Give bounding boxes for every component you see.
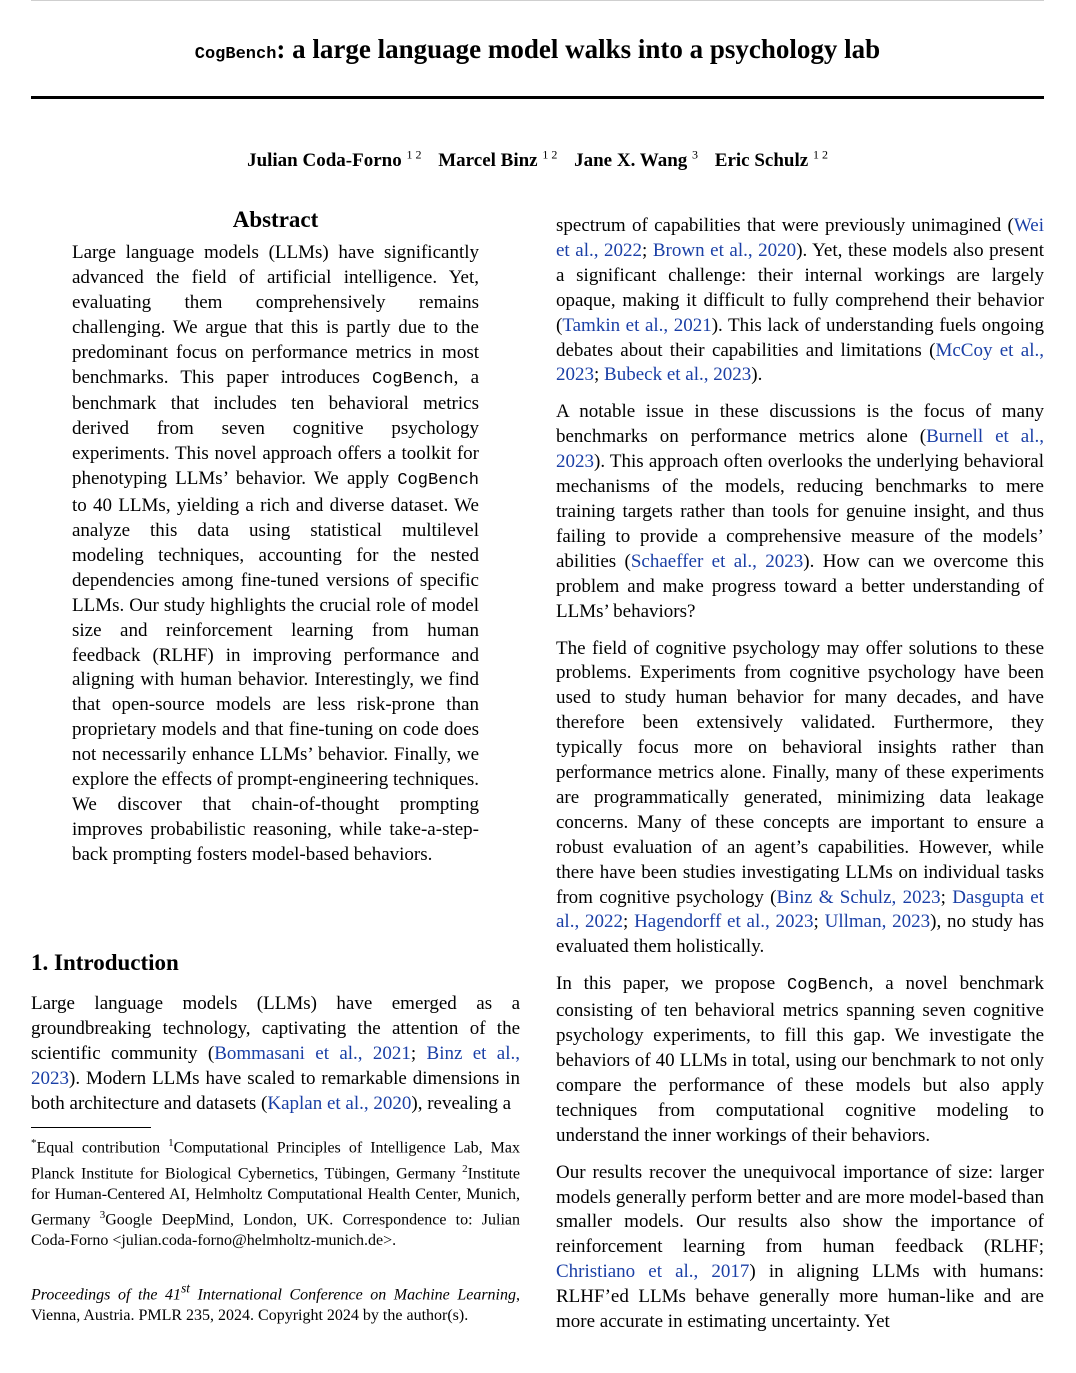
abstract-body (72, 241, 479, 868)
benchmark-name: CogBench (787, 976, 869, 996)
footnote-text: Computational Principles of Intelligence Lab, Max Planck Institute for Biological Cybernetics, Tübingen, Germany (31, 1139, 520, 1183)
author-list (31, 141, 1044, 175)
body-text: Our results recover the unequivocal importance of size: larger models generally perform better and are more model-based than smaller models. Our results also show the importance of reinforcement learning from human feedback (RLHF; (556, 1161, 1044, 1258)
citation-link[interactable]: Wei et al., 2022 (556, 215, 1044, 261)
paper-title (31, 32, 1044, 72)
footnote-marker: 3 (99, 1209, 106, 1222)
proceedings-text: , Vienna, Austria. PMLR 235, 2024. Copyright 2024 by the author(s). (31, 1286, 520, 1324)
proceedings-venue: International Conference on Machine Learning (189, 1286, 516, 1304)
body-text: ; (813, 911, 825, 933)
author-affiliation: 1 2 (542, 148, 558, 162)
body-text: ). (751, 364, 763, 386)
footnote-marker: 1 (168, 1137, 174, 1149)
footnote-text: Institute for Human-Centered AI, Helmholtz Computational Health Center, Munich, Germany (31, 1165, 520, 1229)
abstract-benchmark-name: CogBench (397, 471, 479, 491)
abstract-heading: Abstract (232, 207, 319, 232)
footnote-marker: 2 (462, 1162, 468, 1175)
citation-link[interactable]: Hagendorff et al., 2023 (634, 911, 814, 933)
body-text: A notable issue in these discussions is the focus of many benchmarks on performance metrics alone ( (556, 401, 1044, 448)
affiliations-footnote (31, 1133, 520, 1251)
citation-link[interactable]: Binz & Schulz, 2023 (776, 886, 941, 908)
body-text: spectrum of capabilities that were previously unimagined ( (556, 215, 1014, 236)
title-mono: CogBench (194, 45, 277, 64)
author-affiliation: 3 (692, 148, 699, 162)
body-text: The field of cognitive psychology may offer solutions to these problems. Experiments from cognitive psychology have been used to study human behavior for many decades, and have therefore been extensively validated. Furthermore, they typically focus more on behavioral insights rather than performance metrics alone. Finally, many of these experiments are programmatically generated, minimizing data leakage concerns. Many of these concepts are important to ensure a robust evaluation of an agent’s capabilities. However, while there have been studies investigating LLMs on individual tasks from cognitive psychology ( (556, 637, 1044, 908)
footnote-text: Google DeepMind, London, UK. Correspondence to: Julian Coda-Forno <julian.coda-forno@helmholtz-munich.de>. (31, 1211, 521, 1249)
body-text: ; (642, 239, 653, 261)
author-name: Marcel Binz (438, 150, 538, 172)
citation-link[interactable]: Tamkin et al., 2021 (562, 314, 712, 336)
abstract-benchmark-name: CogBench (372, 369, 454, 389)
citation-link[interactable]: Christiano et al., 2017 (556, 1261, 750, 1283)
citation-link[interactable]: Dasgupta et al., 2022 (556, 886, 1044, 933)
footnote-text: Equal contribution (36, 1139, 169, 1157)
author-affiliation: 1 2 (812, 148, 828, 162)
author (438, 150, 557, 171)
citation-link[interactable]: Binz et al., 2023 (31, 1042, 520, 1089)
author-affiliation: 1 2 (406, 148, 422, 162)
body-text: ; (940, 886, 953, 908)
section-heading-introduction: 1. Introduction (31, 950, 179, 975)
intro-paragraph-5 (556, 1161, 1044, 1335)
body-text: ). Modern LLMs have scaled to remarkable dimensions in both architecture and datasets ( (31, 1067, 520, 1114)
intro-paragraph-1-continued (556, 214, 1044, 388)
intro-paragraph-4 (556, 972, 1044, 1148)
author-name: Julian Coda-Forno (247, 150, 402, 172)
abstract-text: , a benchmark that includes ten behavioral metrics derived from seven cognitive psychology experiments. This novel approach offers a toolkit for phenotyping LLMs’ behavior. We apply (72, 366, 479, 490)
body-text: ). This approach often overlooks the underlying behavioral mechanisms of the models, reducing benchmarks to mere training targets rather than tools for genuine insight, and thus failing to provide a comprehensive measure of the models’ abilities ( (556, 451, 1044, 572)
citation-link[interactable]: Kaplan et al., 2020 (267, 1092, 412, 1114)
body-text: ), no study has evaluated them holistically. (556, 911, 1045, 958)
title-rest: : a large language model walks into a psychology lab (276, 34, 881, 64)
body-text: ). This lack of understanding fuels ongoing debates about their capabilities and limitations ( (556, 314, 1044, 361)
body-text: ). How can we overcome this problem and make progress toward a better understanding of LLMs’ behaviors? (556, 550, 1044, 622)
body-text: ; (594, 364, 605, 386)
title-rule (31, 96, 1044, 99)
citation-link[interactable]: Schaeffer et al., 2023 (630, 550, 804, 572)
citation-link[interactable]: Brown et al., 2020 (652, 239, 797, 261)
citation-link[interactable]: Ullman, 2023 (824, 911, 931, 933)
body-text: , a novel benchmark consisting of ten behavioral metrics spanning seven cognitive psychology experiments, to fill this gap. We investigate the behaviors of 40 LLMs in total, using our benchmark to not only compare the performance of these models but also apply techniques from computational cognitive modeling to understand the inner workings of their behaviors. (556, 973, 1044, 1146)
author-name: Eric Schulz (714, 150, 809, 172)
proceedings-note (31, 1279, 520, 1326)
body-text: ; (410, 1042, 427, 1064)
right-column (556, 214, 1044, 1347)
author (247, 150, 421, 171)
footnote-marker: * (31, 1137, 37, 1149)
abstract-text: to 40 LLMs, yielding a rich and diverse dataset. We analyze this data using statistical multilevel modeling techniques, accounting for the nested dependencies among fine-tuned versions of specific LLMs. Our study highlights the crucial role of model size and reinforcement learning from human feedback (RLHF) in improving performance and aligning with human behavior. Interestingly, we find that open-source models are less risk-prone than proprietary models and that fine-tuning on code does not necessarily enhance LLMs’ behavior. Finally, we explore the effects of prompt-engineering techniques. We discover that chain-of-thought prompting improves probabilistic reasoning, while take-a-step-back prompting fosters model-based behaviors. (72, 495, 479, 865)
proceedings-ordinal: st (181, 1281, 190, 1296)
body-text: Large language models (LLMs) have emerged as a groundbreaking technology, captivating the attention of the scientific community ( (31, 993, 520, 1064)
citation-link[interactable]: Bommasani et al., 2021 (214, 1042, 411, 1064)
citation-link[interactable]: McCoy et al., 2023 (556, 339, 1044, 386)
intro-paragraph-3 (556, 637, 1044, 961)
intro-paragraph-1 (31, 992, 520, 1117)
top-rule (31, 0, 1044, 1)
author-name: Jane X. Wang (574, 150, 688, 172)
body-text: ) in aligning LLMs with humans: RLHF’ed LLMs behave generally more human-like and are more accurate in estimating uncertainty. Yet (556, 1261, 1044, 1333)
footnote-rule (31, 1127, 151, 1128)
author (574, 150, 698, 171)
body-text: In this paper, we propose (556, 973, 788, 995)
citation-link[interactable]: Bubeck et al., 2023 (604, 364, 752, 386)
author (715, 150, 828, 171)
citation-link[interactable]: Burnell et al., 2023 (556, 426, 1044, 473)
intro-paragraph-2 (556, 400, 1044, 624)
body-text: ). Yet, these models also present a significant challenge: their internal workings are largely opaque, making it difficult to fully comprehend their behavior ( (556, 239, 1044, 336)
body-text: ), revealing a (411, 1092, 512, 1114)
left-column (31, 205, 520, 868)
abstract-text: Large language models (LLMs) have significantly advanced the field of artificial intelligence. Yet, evaluating them comprehensively remains challenging. We argue that this is partly due to the predominant focus on performance metrics in most benchmarks. This paper introduces (72, 242, 479, 388)
proceedings-venue: Proceedings of the 41 (31, 1286, 182, 1304)
body-text: ; (623, 911, 635, 933)
